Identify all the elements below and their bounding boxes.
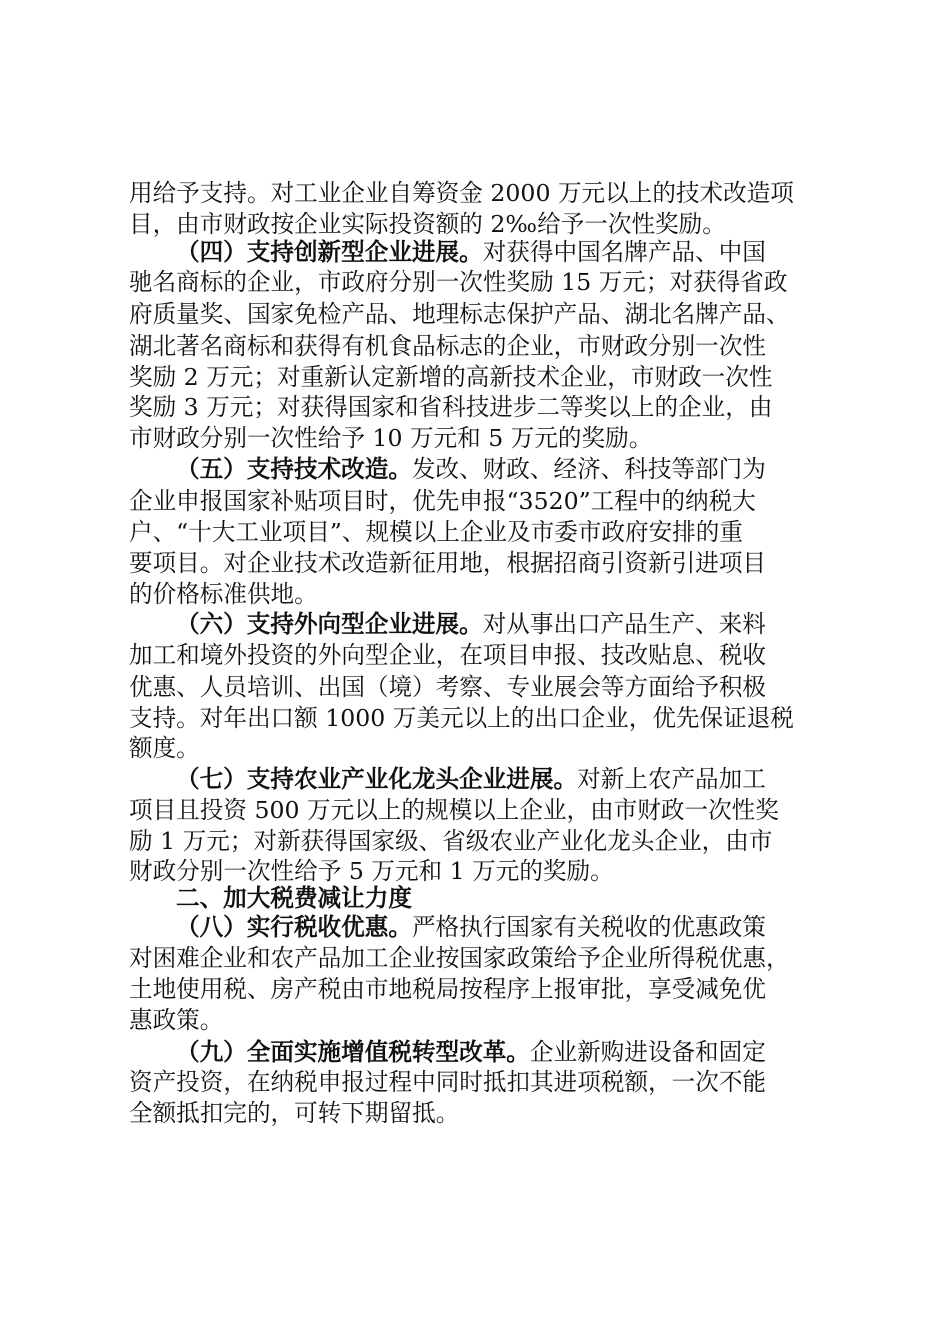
line-text: 对从事出口产品生产、来料 xyxy=(482,610,766,638)
section-heading-9: （九）全面实施增值税转型改革。 xyxy=(176,1038,530,1066)
line-text: 要项目。对企业技术改造新征用地，根据招商引资新引进项目 xyxy=(129,549,767,577)
chapter-heading-text: 二、加大税费减让力度 xyxy=(176,884,412,912)
section-5-paragraph-start xyxy=(176,451,766,487)
line-text: 对获得中国名牌产品、中国 xyxy=(482,238,766,266)
line-text: 企业申报国家补贴项目时，优先申报“3520”工程中的纳税大 xyxy=(129,487,756,515)
section-heading-4: （四）支持创新型企业进展。 xyxy=(176,238,483,266)
text-line xyxy=(129,296,790,332)
line-text: 府质量奖、国家免检产品、地理标志保护产品、湖北名牌产品、 xyxy=(129,300,790,328)
line-text: 励 1 万元；对新获得国家级、省级农业产业化龙头企业，由市 xyxy=(129,827,773,855)
line-text: 对新上农产品加工 xyxy=(577,765,766,793)
line-text: 湖北著名商标和获得有机食品标志的企业，市财政分别一次性 xyxy=(129,332,767,360)
line-text: 用给予支持。对工业企业自筹资金 2000 万元以上的技术改造项 xyxy=(129,179,794,207)
section-heading-5: （五）支持技术改造。 xyxy=(176,455,412,483)
line-text: 额度。 xyxy=(129,734,200,762)
line-text: 对困难企业和农产品加工企业按国家政策给予企业所得税优惠， xyxy=(129,944,790,972)
line-text: 奖励 2 万元；对重新认定新增的高新技术企业，市财政一次性 xyxy=(129,363,773,391)
line-text: 项目且投资 500 万元以上的规模以上企业，由市财政一次性奖 xyxy=(129,796,779,824)
line-text: 企业新购进设备和固定 xyxy=(529,1038,766,1066)
line-text: 发改、财政、经济、科技等部门为 xyxy=(411,455,766,483)
line-text: 全额抵扣完的，可转下期留抵。 xyxy=(129,1099,460,1127)
text-line xyxy=(129,1095,459,1131)
line-text: 驰名商标的企业，市政府分别一次性奖励 15 万元；对获得省政 xyxy=(129,268,788,296)
text-line xyxy=(129,264,787,300)
line-text: 土地使用税、房产税由市地税局按程序上报审批，享受减免优 xyxy=(129,975,767,1003)
line-text: 市财政分别一次性给予 10 万元和 5 万元的奖励。 xyxy=(129,424,653,452)
line-text: 资产投资，在纳税申报过程中同时抵扣其进项税额，一次不能 xyxy=(129,1068,767,1096)
line-text: 目，由市财政按企业实际投资额的 2‰给予一次性奖励。 xyxy=(129,210,726,238)
line-text: 惠政策。 xyxy=(129,1006,224,1034)
line-text: 户、“十大工业项目”、规模以上企业及市委市政府安排的重 xyxy=(129,518,743,546)
text-line xyxy=(129,700,794,736)
line-text: 优惠、人员培训、出国（境）考察、专业展会等方面给予积极 xyxy=(129,673,767,701)
line-text: 的价格标准供地。 xyxy=(129,580,318,608)
line-text: 加工和境外投资的外向型企业，在项目申报、技改贴息、税收 xyxy=(129,641,767,669)
text-line xyxy=(129,637,766,673)
section-heading-7: （七）支持农业产业化龙头企业进展。 xyxy=(176,765,578,793)
line-text: 支持。对年出口额 1000 万美元以上的出口企业，优先保证退税 xyxy=(129,704,794,732)
section-heading-8: （八）实行税收优惠。 xyxy=(176,913,412,941)
text-line xyxy=(129,1002,223,1038)
section-heading-6: （六）支持外向型企业进展。 xyxy=(176,610,483,638)
line-text: 严格执行国家有关税收的优惠政策 xyxy=(411,913,766,941)
line-text: 财政分别一次性给予 5 万元和 1 万元的奖励。 xyxy=(129,857,614,885)
text-line xyxy=(129,971,766,1007)
line-text: 奖励 3 万元；对获得国家和省科技进步二等奖以上的企业，由 xyxy=(129,393,773,421)
